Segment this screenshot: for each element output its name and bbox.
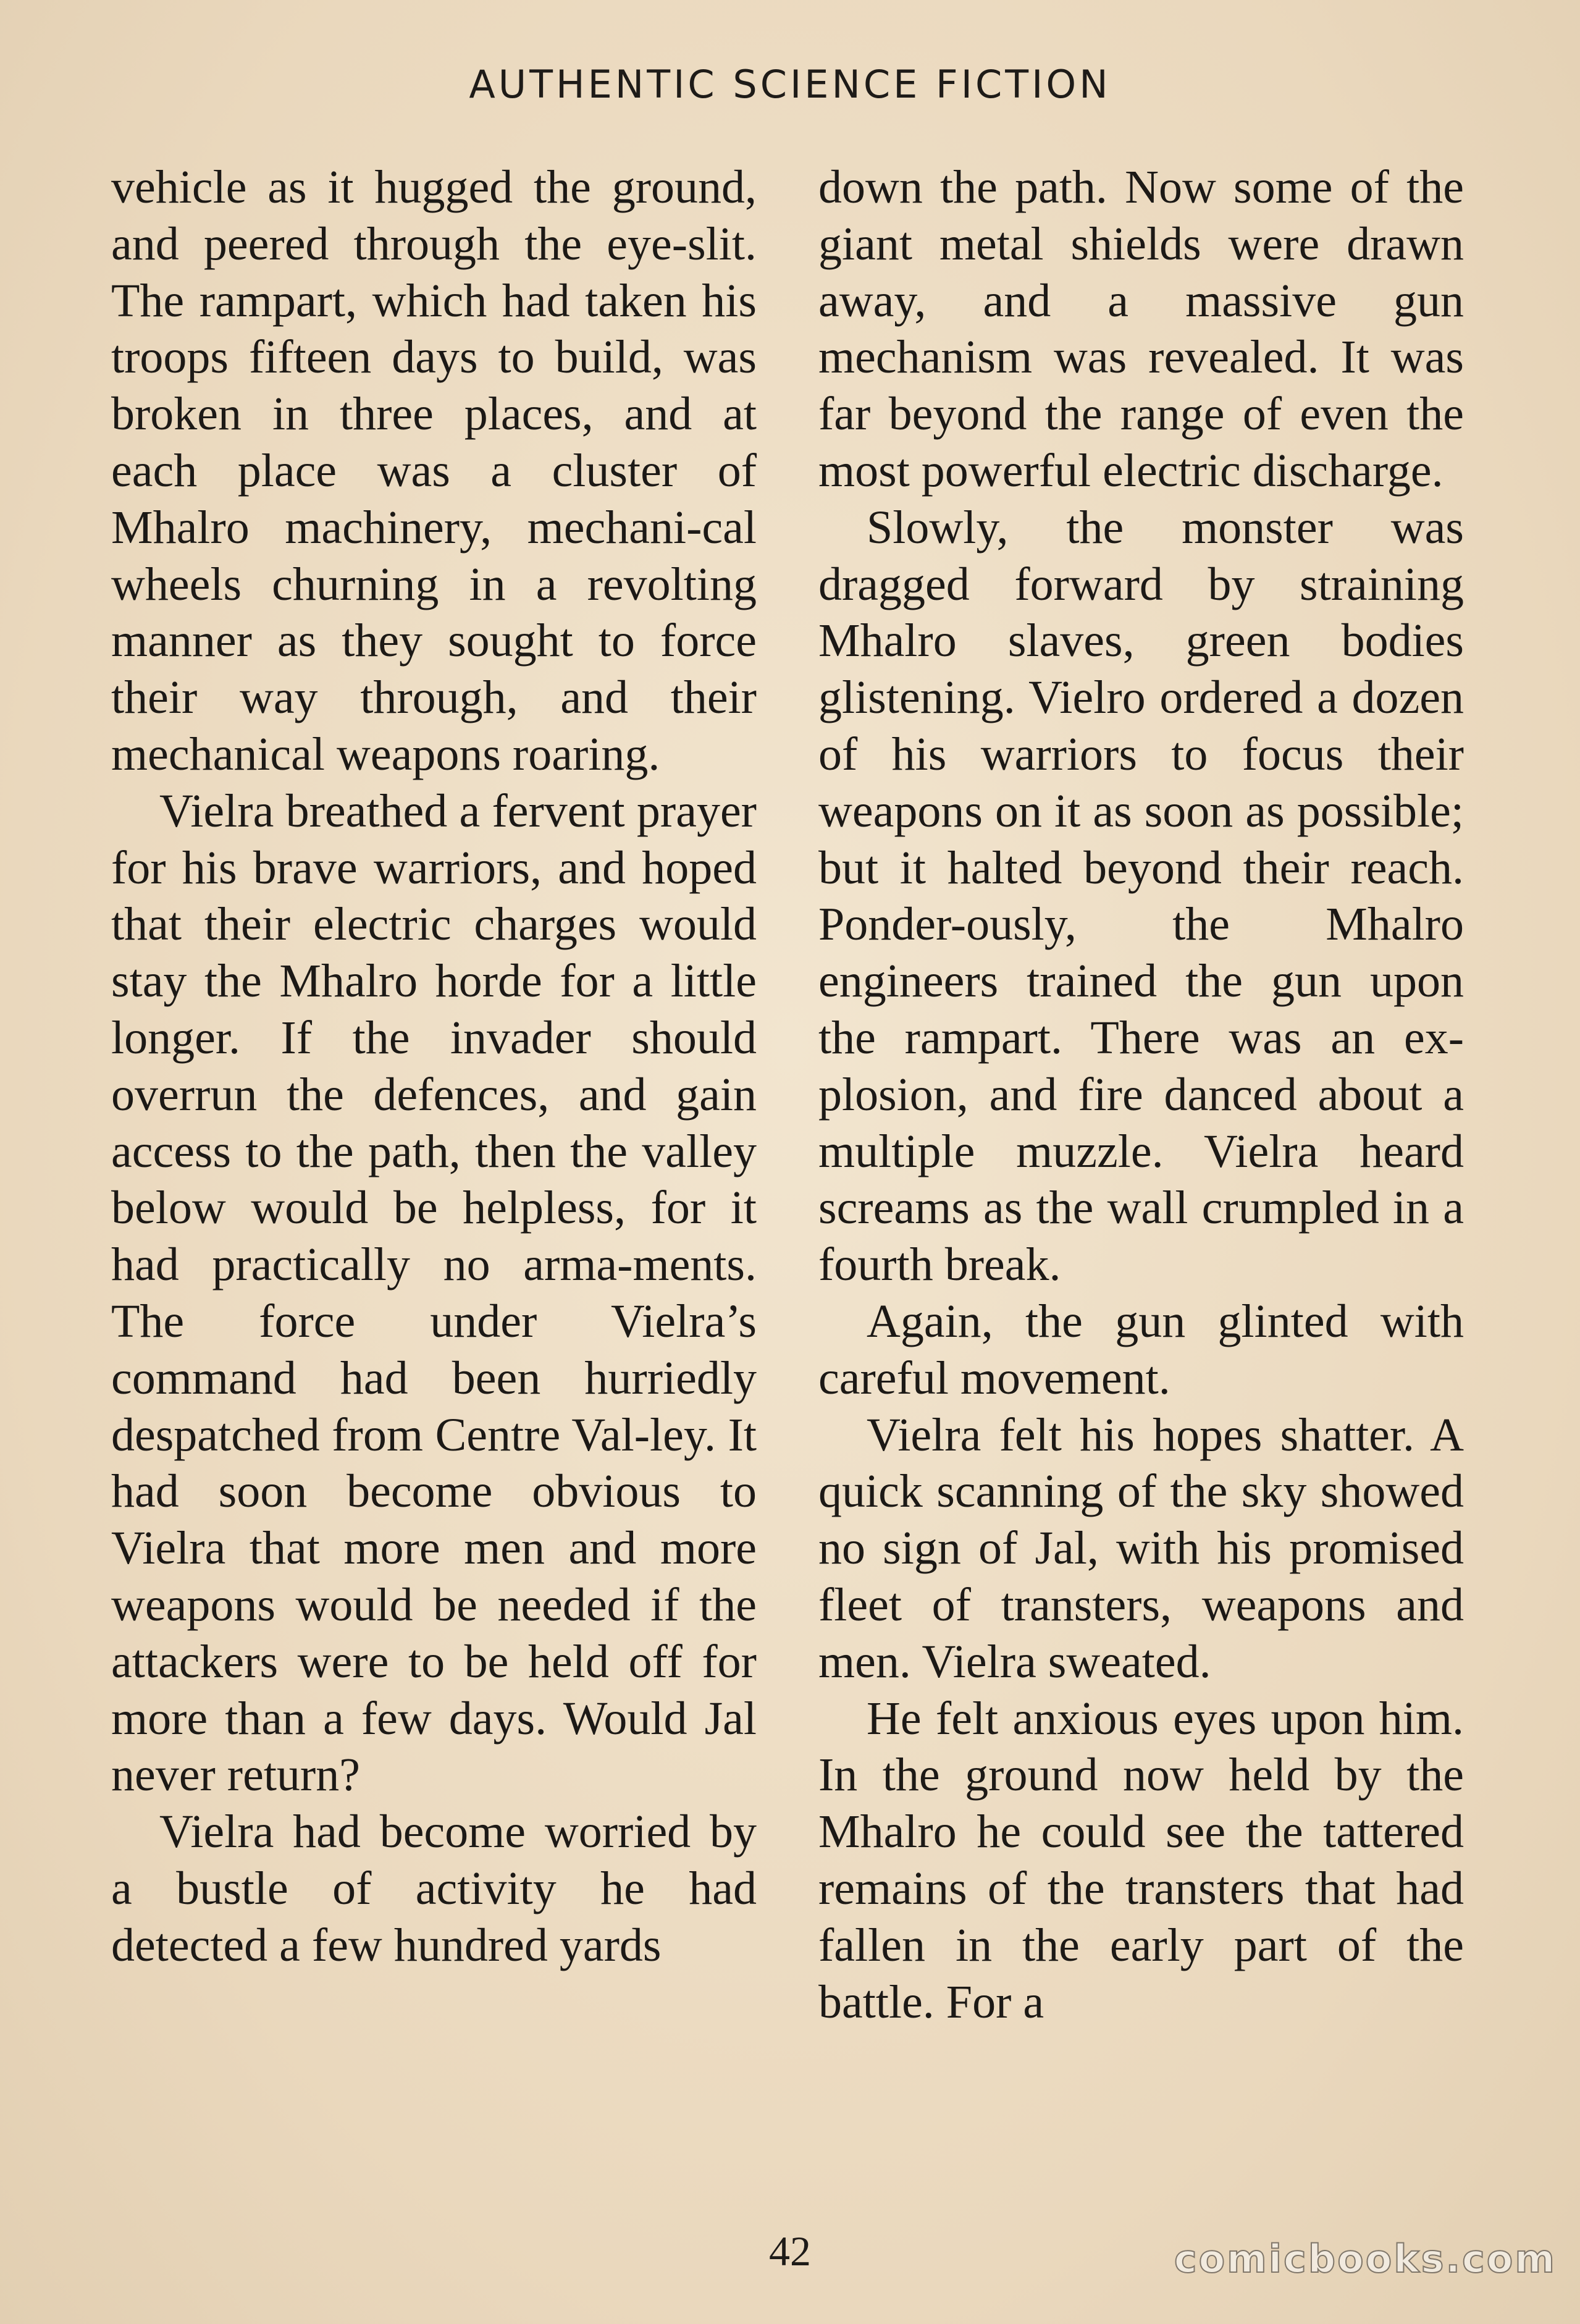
paragraph: He felt anxious eyes upon him. In the ground now held by the Mhalro he could see the tattered remains of the transters that had fallen in the early part of the battle. For a — [818, 1692, 1464, 2028]
paragraph: vehicle as it hugged the ground, and peered through the eye-slit. The rampart, which had taken his troops fifteen days to build, was broken in three places, and at each place was a cluster of Mhalro machinery, mechani-cal wheels churning in a revolting manner as they sought to force their way through, and their mechanical weapons roaring. — [111, 161, 757, 780]
paragraph: down the path. Now some of the giant metal shields were drawn away, and a massive gun mechanism was revealed. It was far beyond the range of even the most powerful electric discharge. — [818, 161, 1464, 497]
paragraph: Vielra breathed a fervent prayer for his brave warriors, and hoped that their electric charges would stay the Mhalro horde for a little longer. If the invader should overrun the defences, and gain access to the path, then the valley below would be helpless, for it had practically no arma-ments. The force under Vielra’s command had been hurriedly despatched from Centre Val-ley. It had soon become obvious to Vielra that more men and more weapons would be needed if the attackers were to be held off for more than a few days. Would Jal never return? — [111, 785, 757, 1801]
paragraph: Again, the gun glinted with careful movement. — [818, 1295, 1464, 1404]
page-number: 42 — [769, 2228, 811, 2275]
paragraph: Vielra had become worried by a bustle of activity he had detected a few hundred yards — [111, 1806, 757, 1971]
paragraph: Slowly, the monster was dragged forward by straining Mhalro slaves, green bodies glistening. Vielro ordered a dozen of his warriors to focus their weapons on it as soon as possible; but it halted beyond their reach. Ponder-ously, the Mhalro engineers trained the gun upon the rampart. There was an ex-plosion, and fire danced about a multiple muzzle. Vielra heard screams as the wall crumpled in a fourth break. — [818, 501, 1464, 1291]
right-column — [818, 159, 1464, 2031]
paragraph: Vielra felt his hopes shatter. A quick scanning of the sky showed no sign of Jal, with his promised fleet of transters, weapons and men. Vielra sweated. — [818, 1408, 1464, 1688]
left-column — [111, 159, 757, 1974]
running-head: AUTHENTIC SCIENCE FICTION — [469, 62, 1111, 107]
watermark: comicbooks.com — [1174, 2236, 1557, 2281]
